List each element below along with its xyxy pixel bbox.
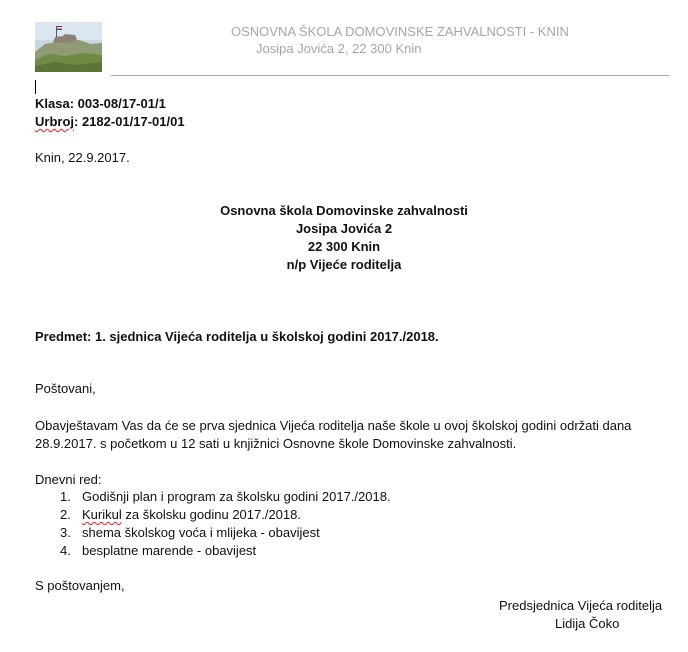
- header-divider: [111, 75, 669, 76]
- agenda-item: [60, 543, 256, 558]
- recipient-line-4: n/p Vijeće roditelja: [286, 257, 402, 272]
- agenda-item-number: 2.: [60, 507, 71, 522]
- subject-line: Predmet: 1. sjednica Vijeća roditelja u školskoj godini 2017./2018.: [35, 329, 439, 344]
- agenda-item-number: 4.: [60, 543, 71, 558]
- agenda-title: Dnevni red:: [35, 472, 102, 487]
- agenda-item: [60, 489, 391, 504]
- recipient-line-3: 22 300 Knin: [307, 239, 381, 254]
- greeting: Poštovani,: [35, 381, 96, 396]
- agenda-item-number: 1.: [60, 489, 71, 504]
- agenda-item-text: za školsku godinu 2017./2018.: [121, 507, 301, 522]
- body-line-2: 28.9.2017. s početkom u 12 sati u knjižnici Osnovne škole Domovinske zahvalnosti.: [35, 436, 517, 451]
- body-line-1: Obavještavam Vas da će se prva sjednica Vijeća roditelja naše škole u ovoj školskoj godini održati dana: [35, 418, 632, 433]
- klasa-line: Klasa: 003-08/17-01/1: [35, 96, 166, 111]
- agenda-item-text: shema školskog voća i mlijeka - obavijest: [82, 525, 320, 540]
- urbroj-value: : 2182-01/17-01/01: [74, 114, 185, 129]
- agenda-item: [60, 507, 301, 522]
- header-address: Josipa Jovića 2, 22 300 Knin: [256, 41, 422, 56]
- agenda-item-keyword: Kurikul: [82, 507, 122, 522]
- text-cursor: [35, 80, 36, 94]
- signature-role: Predsjednica Vijeća roditelja: [499, 598, 663, 613]
- agenda-item: [60, 525, 320, 540]
- agenda-item-text: Godišnji plan i program za školsku godini 2017./2018.: [82, 489, 391, 504]
- agenda-item-number: 3.: [60, 525, 71, 540]
- school-logo-photo: [35, 22, 102, 72]
- signature-name: Lidija Čoko: [555, 616, 620, 631]
- date-line: Knin, 22.9.2017.: [35, 150, 130, 165]
- fortress-photo-icon: [35, 22, 102, 72]
- urbroj-line: [35, 114, 185, 129]
- recipient-line-1: Osnovna škola Domovinske zahvalnosti: [220, 203, 468, 218]
- urbroj-label: Urbroj: [35, 114, 74, 129]
- agenda-item-text: besplatne marende - obavijest: [82, 543, 257, 558]
- closing: S poštovanjem,: [35, 578, 125, 593]
- header-school-name: OSNOVNA ŠKOLA DOMOVINSKE ZAHVALNOSTI - KNIN: [231, 24, 569, 39]
- recipient-line-2: Josipa Jovića 2: [295, 221, 393, 236]
